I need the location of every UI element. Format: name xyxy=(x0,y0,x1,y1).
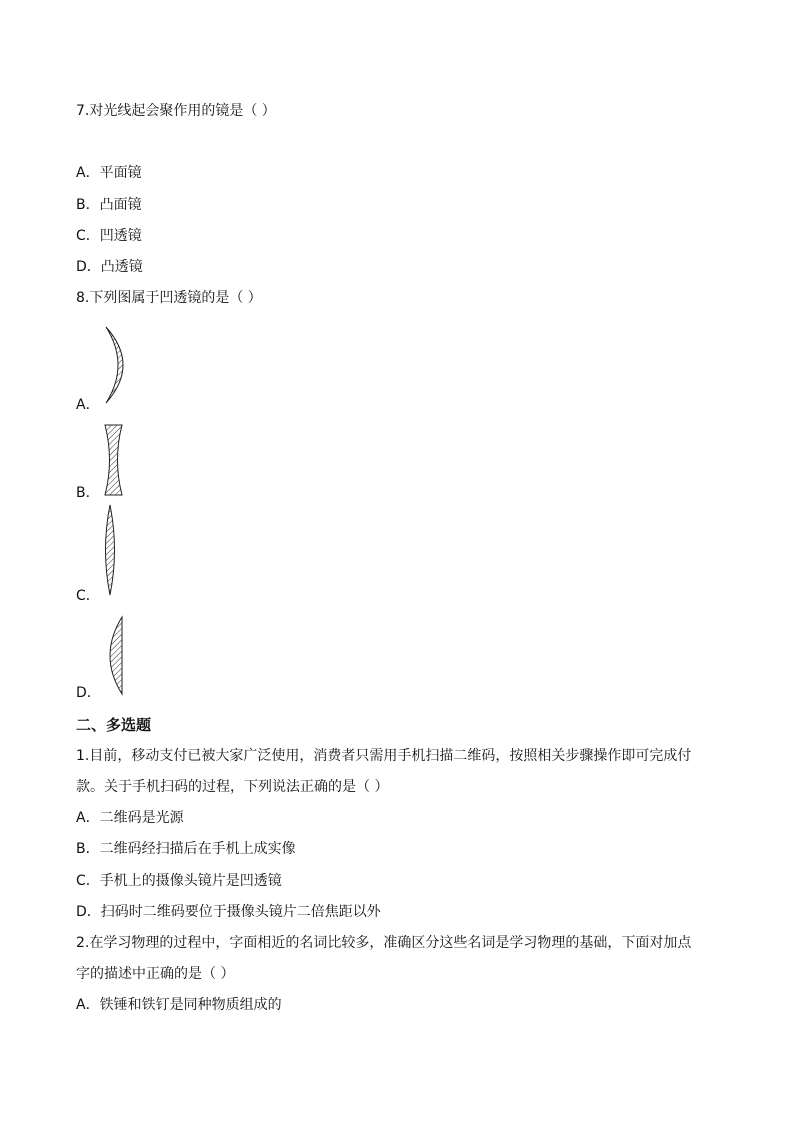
question-8-option-c: C． xyxy=(76,588,100,604)
question-7-stem: 7.对光线起会聚作用的镜是（ ） xyxy=(76,103,276,119)
question-8-option-b: B． xyxy=(76,485,100,501)
question-7-option-b: B．凸面镜 xyxy=(76,197,142,213)
mq1-stem-line2: 款。关于手机扫码的过程，下列说法正确的是（ ） xyxy=(76,779,389,795)
mq1-stem-line1: 1.目前，移动支付已被大家广泛使用，消费者只需用手机扫描二维码，按照相关步骤操作即可完成付 xyxy=(76,748,692,764)
plano-convex-lens-icon xyxy=(102,614,128,698)
mq2-option-a: A．铁锤和铁钉是同种物质组成的 xyxy=(76,997,282,1013)
question-7-option-d: D．凸透镜 xyxy=(76,259,143,275)
question-8-stem: 8.下列图属于凹透镜的是（ ） xyxy=(76,290,262,306)
mq1-option-b: B．二维码经扫描后在手机上成实像 xyxy=(76,841,296,857)
question-8-option-d: D． xyxy=(76,685,101,701)
question-7-option-a: A．平面镜 xyxy=(76,165,142,181)
mq2-stem-line2: 字的描述中正确的是（ ） xyxy=(76,966,235,982)
concave-lens-icon xyxy=(102,423,126,497)
mq1-option-a: A．二维码是光源 xyxy=(76,810,184,826)
section-title-multiple-choice: 二、多选题 xyxy=(76,716,152,734)
convex-lens-icon xyxy=(101,503,119,597)
question-7-option-c: C．凹透镜 xyxy=(76,228,142,244)
question-8-option-a: A． xyxy=(76,397,100,413)
mq1-option-c: C．手机上的摄像头镜片是凹透镜 xyxy=(76,873,282,889)
crescent-lens-icon xyxy=(100,325,134,405)
mq1-option-d: D．扫码时二维码要位于摄像头镜片二倍焦距以外 xyxy=(76,904,381,920)
mq2-stem-line1: 2.在学习物理的过程中，字面相近的名词比较多，准确区分这些名词是学习物理的基础，下面对加点 xyxy=(76,935,692,951)
